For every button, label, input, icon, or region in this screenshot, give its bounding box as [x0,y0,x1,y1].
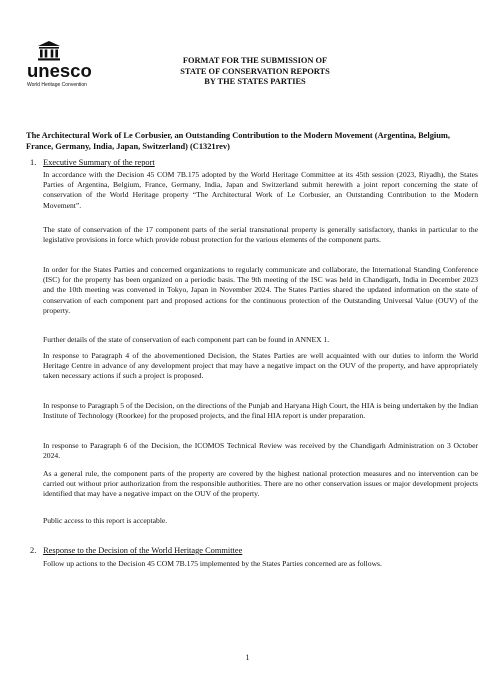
header-line: BY THE STATES PARTIES [204,77,306,86]
header-line: STATE OF CONSERVATION REPORTS [180,66,330,76]
section-1-heading [30,157,155,168]
paragraph: Follow up actions to the Decision 45 COM 7B.175 implemented by the States Parties concerned are as follows. [43,559,382,568]
section-title: Executive Summary of the report [43,158,155,167]
paragraph: In order for the States Parties and concerned organizations to regularly communicate and collaborate, the International Standing Conference (ISC) for the property has been organized on a periodic basis. The 9th meeting of the ISC was held in Chandigarh, India in December 2023 and the 10th meeting was convened in Tokyo, Japan in November 2024. The States Parties shared the updated information on the state of conservation of each component part and proposed actions for the continuous protection of the Outstanding Universal Value (OUV) of the property. [43,265,478,315]
paragraph: In response to Paragraph 6 of the Decision, the ICOMOS Technical Review was received by the Chandigarh Administration on 3 October 2024. [43,441,478,461]
paragraph: Public access to this report is acceptable. [43,516,168,525]
unesco-temple-emblem-icon [38,41,60,61]
form-header [160,56,350,88]
paragraph: In response to Paragraph 5 of the Decision, on the directions of the Punjab and Haryana High Court, the HIA is being undertaken by the Indian Institute of Technology (Roorkee) for the proposed projects, and the final HIA report is under preparation. [43,401,478,421]
paragraph: In accordance with the Decision 45 COM 7B.175 adopted by the World Heritage Committee at its 45th session (2023, Riyadh), the States Parties of Argentina, Belgium, France, Germany, India, Japan and Switzerland submit herewith a joint report concerning the state of conservation of the World Heritage property “The Architectural Work of Le Corbusier, an Outstanding Contribution to the Modern Movement”. [43,170,478,210]
section-number: 2. [30,546,37,555]
section-number: 1. [30,158,37,167]
paragraph: As a general rule, the component parts of the property are covered by the highest national protection measures and no intervention can be carried out without prior authorization from the responsible authorities. There are no other conservation issues or major development projects identified that may have a negative impact on the OUV of the property. [43,469,478,499]
paragraph: The state of conservation of the 17 component parts of the serial transnational property is generally satisfactory, thanks in particular to the legislative provisions in force which provide robust protection for the various elements of the component parts. [43,225,478,245]
section-2-heading [30,545,242,556]
document-title: The Architectural Work of Le Corbusier, an Outstanding Contribution to the Modern Movement (Argentina, Belgium, France, Germany, India, Japan, Switzerland) (C1321rev) [26,131,450,151]
unesco-logo [27,41,127,88]
unesco-wordmark: unesco [27,60,92,81]
paragraph: In response to Paragraph 4 of the abovementioned Decision, the States Parties are well acquainted with our duties to inform the World Heritage Centre in advance of any development project that may have a negative impact on the OUV of the property, and have appropriately taken necessary actions if such a project is proposed. [43,351,478,381]
section-title: Response to the Decision of the World Heritage Committee [43,546,243,555]
paragraph: Further details of the state of conservation of each component part can be found in ANNEX 1. [43,335,330,344]
page-number: 1 [245,653,250,662]
header-line: FORMAT FOR THE SUBMISSION OF [182,56,328,65]
logo-tagline: World Heritage Convention [27,82,87,88]
